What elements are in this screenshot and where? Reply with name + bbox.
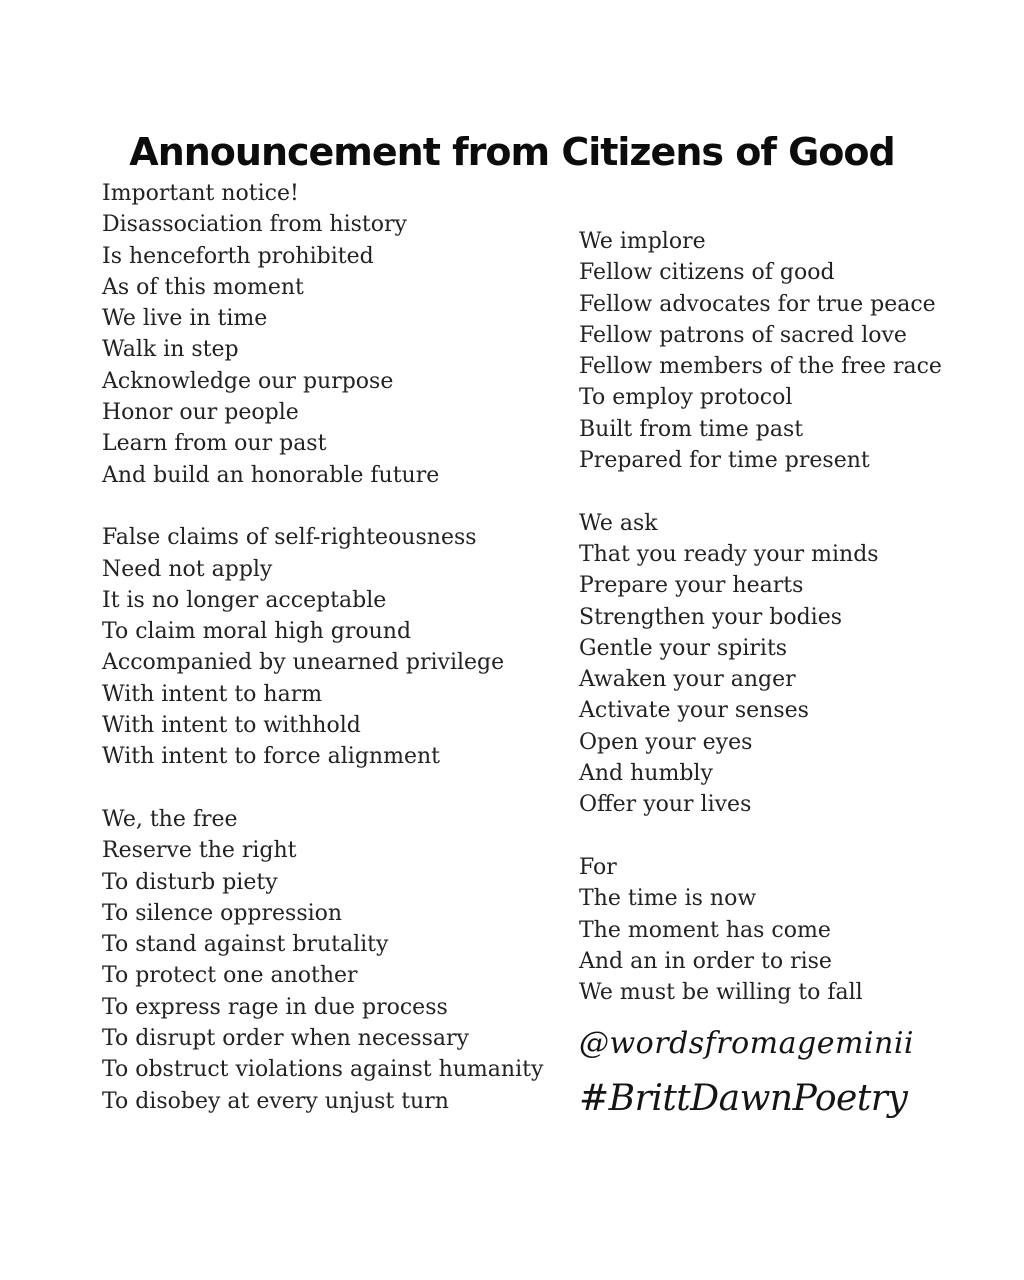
- poem-line: We, the free: [102, 806, 238, 832]
- poem-line: To disrupt order when necessary: [102, 1026, 469, 1052]
- poem-line: To express rage in due process: [102, 994, 448, 1020]
- stanza-for: [579, 852, 942, 1008]
- poem-line: With intent to harm: [102, 681, 323, 707]
- poem-line: To disobey at every unjust turn: [102, 1088, 449, 1114]
- poem-line: Activate your senses: [579, 698, 809, 724]
- poem-line: Accompanied by unearned privilege: [102, 650, 505, 676]
- poem-line: Open your eyes: [579, 729, 753, 755]
- stanza-we-the-free: [102, 804, 543, 1117]
- poem-line: That you ready your minds: [579, 541, 879, 567]
- poem-line: Learn from our past: [102, 431, 327, 457]
- poem-line: Fellow citizens of good: [579, 260, 835, 286]
- author-handle: @wordsfromageminii: [579, 1026, 915, 1061]
- poem-line: Awaken your anger: [579, 667, 796, 693]
- poem-line: Disassociation from history: [102, 212, 407, 238]
- poem-line: And an in order to rise: [579, 948, 832, 974]
- stanza-spacer: [579, 476, 942, 507]
- poem-line: Need not apply: [102, 556, 273, 582]
- poem-line: We live in time: [102, 306, 268, 332]
- stanza-important-notice: [102, 178, 543, 491]
- stanza-spacer: [102, 773, 543, 804]
- poem-line: To obstruct violations against humanity: [102, 1057, 544, 1083]
- poem-line: We implore: [579, 229, 706, 254]
- poem-line: With intent to withhold: [102, 713, 361, 739]
- stanza-spacer: [579, 821, 942, 852]
- poem-line: To stand against brutality: [102, 932, 389, 958]
- stanza-we-ask: [579, 508, 942, 821]
- poem-line: Fellow patrons of sacred love: [579, 322, 907, 348]
- poem-line: Fellow members of the free race: [579, 354, 942, 380]
- poem-line: It is no longer acceptable: [102, 587, 387, 613]
- poem-line: To employ protocol: [579, 385, 793, 411]
- poem-line: Honor our people: [102, 400, 299, 426]
- poem-line: Walk in step: [102, 337, 239, 363]
- poem-line: With intent to force alignment: [102, 744, 440, 770]
- poem-line: And humbly: [579, 761, 713, 787]
- poem-line: Gentle your spirits: [579, 635, 788, 661]
- poem-line: Fellow advocates for true peace: [579, 291, 936, 317]
- stanza-false-claims: [102, 522, 543, 772]
- poem-line: Built from time past: [579, 416, 804, 442]
- poem-line: False claims of self-righteousness: [102, 525, 477, 551]
- poem-line: Is henceforth prohibited: [102, 243, 374, 269]
- poem-line: Offer your lives: [579, 792, 752, 818]
- stanza-we-implore: [579, 226, 942, 476]
- poem-line: We must be willing to fall: [579, 980, 863, 1006]
- poem-line: To protect one another: [102, 963, 358, 989]
- poem-line: Important notice!: [102, 181, 299, 206]
- poem-line: As of this moment: [102, 274, 304, 300]
- poem-line: The time is now: [579, 886, 757, 912]
- poem-line: For: [579, 854, 617, 880]
- author-hashtag: #BrittDawnPoetry: [579, 1078, 908, 1119]
- poem-column-right: [579, 226, 942, 1008]
- poem-line: Prepared for time present: [579, 448, 870, 474]
- poem-line: Reserve the right: [102, 838, 297, 864]
- poem-line: To silence oppression: [102, 900, 343, 926]
- stanza-spacer: [102, 491, 543, 522]
- poem-line: Acknowledge our purpose: [102, 368, 394, 394]
- poem-line: We ask: [579, 510, 658, 536]
- poem-line: Strengthen your bodies: [579, 604, 843, 630]
- poem-line: To disturb piety: [102, 869, 278, 895]
- page-title: Announcement from Citizens of Good: [129, 130, 895, 174]
- poem-line: The moment has come: [579, 917, 831, 943]
- poem-line: To claim moral high ground: [102, 619, 412, 645]
- poem-column-left: [102, 178, 543, 1117]
- poem-line: And build an honorable future: [102, 462, 440, 488]
- poem-line: Prepare your hearts: [579, 573, 804, 599]
